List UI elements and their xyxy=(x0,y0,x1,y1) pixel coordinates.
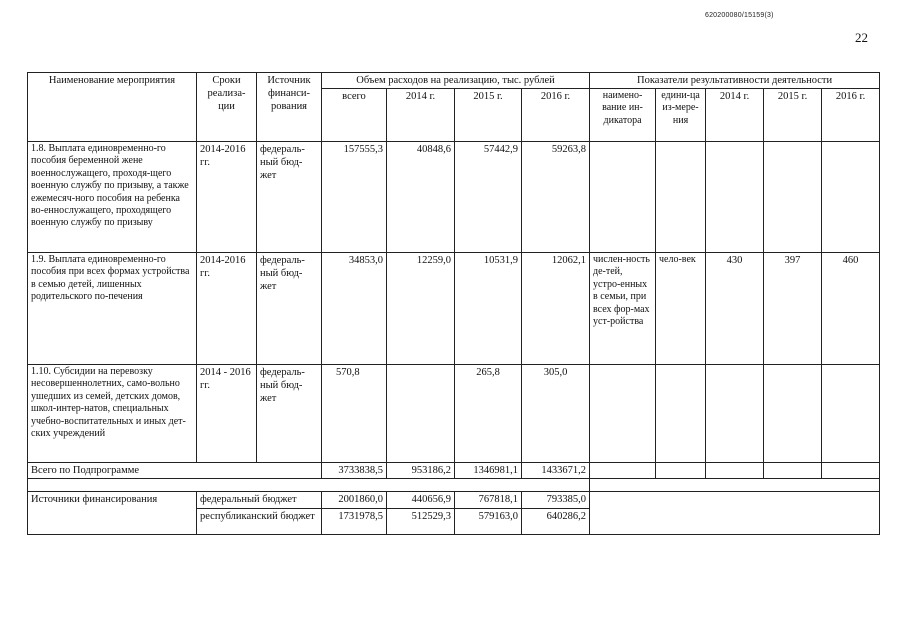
row-total: 34853,0 xyxy=(322,253,387,365)
source-total: 2001860,0 xyxy=(322,492,387,509)
empty-cell xyxy=(764,463,822,479)
row-name: 1.8. Выплата единовременно-го пособия беременной жене военнослужащего, проходя-щего военную службу по призыву, а также ежемесяч-ного пособия на ребенка во-еннослужащего, проходящего военную службу по призыву xyxy=(28,142,197,253)
row-2014: 40848,6 xyxy=(387,142,455,253)
header-ind-2016: 2016 г. xyxy=(822,89,880,142)
source-2015: 767818,1 xyxy=(455,492,522,509)
empty-cell xyxy=(706,463,764,479)
header-2016: 2016 г. xyxy=(522,89,590,142)
row-ind-2016: 460 xyxy=(822,253,880,365)
total-2015: 1346981,1 xyxy=(455,463,522,479)
row-indicator-name xyxy=(590,142,656,253)
source-total: 1731978,5 xyxy=(322,509,387,535)
source-name: республиканский бюджет xyxy=(197,509,322,535)
row-source: федераль-ный бюд-жет xyxy=(257,142,322,253)
row-2014 xyxy=(387,365,455,463)
total-2014: 953186,2 xyxy=(387,463,455,479)
total-row xyxy=(28,463,880,479)
row-indicator-name xyxy=(590,365,656,463)
row-ind-2014: 430 xyxy=(706,253,764,365)
header-row-1 xyxy=(28,73,880,89)
row-2015: 10531,9 xyxy=(455,253,522,365)
row-ind-2014 xyxy=(706,142,764,253)
row-terms: 2014 - 2016 гг. xyxy=(197,365,257,463)
row-2016: 59263,8 xyxy=(522,142,590,253)
empty-cell xyxy=(822,463,880,479)
row-2015: 265,8 xyxy=(455,365,522,463)
header-ind-2015: 2015 г. xyxy=(764,89,822,142)
empty-cell xyxy=(656,463,706,479)
row-terms: 2014-2016 гг. xyxy=(197,253,257,365)
header-source: Источник финанси-рования xyxy=(257,73,322,142)
header-2014: 2014 г. xyxy=(387,89,455,142)
header-unit: едини-ца из-мере-ния xyxy=(656,89,706,142)
header-ind-2014: 2014 г. xyxy=(706,89,764,142)
spacer xyxy=(28,479,590,492)
source-2016: 640286,2 xyxy=(522,509,590,535)
header-total: всего xyxy=(322,89,387,142)
row-ind-2016 xyxy=(822,142,880,253)
source-2014: 512529,3 xyxy=(387,509,455,535)
row-ind-2015: 397 xyxy=(764,253,822,365)
table-row xyxy=(28,253,880,365)
spacer-row xyxy=(28,479,880,492)
row-source: федераль-ный бюд-жет xyxy=(257,365,322,463)
page-number: 22 xyxy=(855,30,868,45)
header-indicator-name: наимено-вание ин-дикатора xyxy=(590,89,656,142)
source-2015: 579163,0 xyxy=(455,509,522,535)
spacer xyxy=(590,479,880,492)
header-name: Наименование мероприятия xyxy=(28,73,197,142)
total-2016: 1433671,2 xyxy=(522,463,590,479)
header-terms: Сроки реализа-ции xyxy=(197,73,257,142)
header-volume: Объем расходов на реализацию, тыс. рублей xyxy=(322,73,590,89)
total-sum: 3733838,5 xyxy=(322,463,387,479)
sources-row xyxy=(28,492,880,509)
row-2014: 12259,0 xyxy=(387,253,455,365)
row-total: 570,8 xyxy=(322,365,387,463)
row-ind-2015 xyxy=(764,142,822,253)
source-2016: 793385,0 xyxy=(522,492,590,509)
row-2016: 305,0 xyxy=(522,365,590,463)
row-2016: 12062,1 xyxy=(522,253,590,365)
table-row xyxy=(28,142,880,253)
row-terms: 2014-2016 гг. xyxy=(197,142,257,253)
row-2015: 57442,9 xyxy=(455,142,522,253)
row-source: федераль-ный бюд-жет xyxy=(257,253,322,365)
row-name: 1.10. Субсидии на перевозку несовершеннолетних, само-вольно ушедших из семей, детских домов, школ-интер-натов, специальных учебно-воспитательных и иных дет-ских учреждений xyxy=(28,365,197,463)
row-name: 1.9. Выплата единовременно-го пособия при всех формах устройства в семью детей, лишенных родительского по-печения xyxy=(28,253,197,365)
row-unit xyxy=(656,142,706,253)
source-name: федеральный бюджет xyxy=(197,492,322,509)
source-2014: 440656,9 xyxy=(387,492,455,509)
row-unit: чело-век xyxy=(656,253,706,365)
sources-label: Источники финансирования xyxy=(28,492,197,535)
program-table xyxy=(27,72,880,535)
header-2015: 2015 г. xyxy=(455,89,522,142)
row-ind-2015 xyxy=(764,365,822,463)
total-label: Всего по Подпрограмме xyxy=(28,463,322,479)
document-id: 620200080/15159(3) xyxy=(705,12,774,19)
row-ind-2014 xyxy=(706,365,764,463)
row-ind-2016 xyxy=(822,365,880,463)
table-row xyxy=(28,365,880,463)
empty-cell xyxy=(590,463,656,479)
row-unit xyxy=(656,365,706,463)
row-total: 157555,3 xyxy=(322,142,387,253)
row-indicator-name: числен-ность де-тей, устро-енных в семьи, при всех фор-мах уст-ройства xyxy=(590,253,656,365)
header-indicators: Показатели результативности деятельности xyxy=(590,73,880,89)
empty-cell xyxy=(590,492,880,535)
